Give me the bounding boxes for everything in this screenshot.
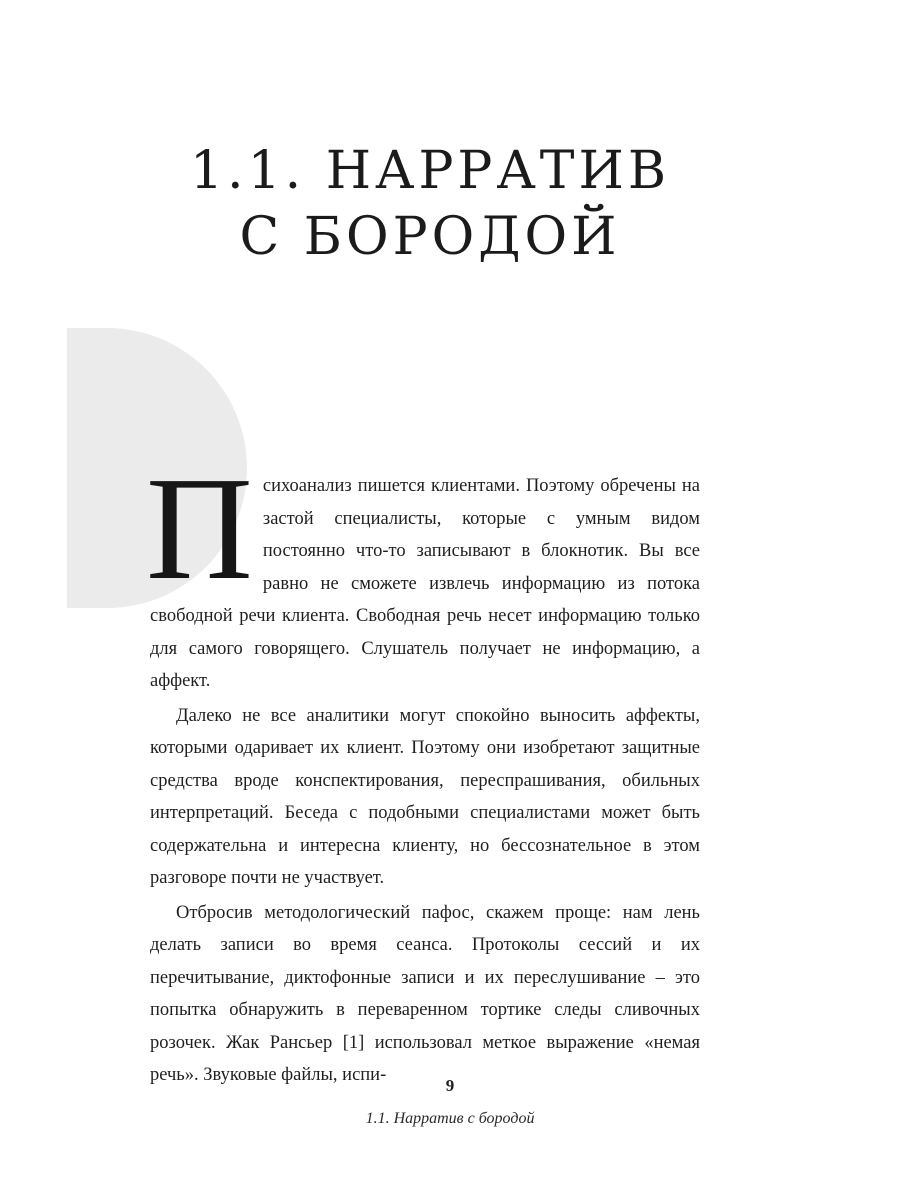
- paragraph-1-text: сихоанализ пишется клиентами. Поэтому обречены на застой специалисты, которые с умным видом постоянно что-то записывают в блокнотик. Вы все равно не сможете извлечь информацию из потока свободной речи клиента. Свободная речь несет информацию только для самого говорящего. Слушатель получает не информацию, а аффект.: [150, 476, 700, 691]
- chapter-title-line-1: 1.1. НАРРАТИВ: [189, 141, 671, 201]
- chapter-title-line-2: С БОРОДОЙ: [239, 207, 621, 267]
- chapter-title: [150, 138, 710, 270]
- page-number: 9: [445, 1076, 455, 1095]
- running-footer: 1.1. Нарратив с бородой: [365, 1110, 535, 1127]
- paragraph-1: [146, 447, 700, 698]
- paragraph-2: Далеко не все аналитики могут спокойно выносить аффекты, которыми одаривает их клиент. Поэтому они изобретают защитные средства вроде конспектирования, переспрашивания, обильных интерпретаций. Беседа с подобными специалистами может быть содержательна и интересна клиенту, но бессознательное в этом разговоре почти не участвует.: [150, 705, 700, 888]
- body-text: [146, 447, 700, 1094]
- drop-cap: П: [146, 447, 253, 611]
- paragraph-3: Отбросив методологический пафос, скажем проще: нам лень делать записи во время сеанса. Протоколы сессий и их перечитывание, диктофонные записи и их переслушивание – это попытка обнаружить в переваренном тортике следы сливочных розочек. Жак Рансьер [1] использовал меткое выражение «немая речь». Звуковые файлы, испи-: [150, 902, 700, 1085]
